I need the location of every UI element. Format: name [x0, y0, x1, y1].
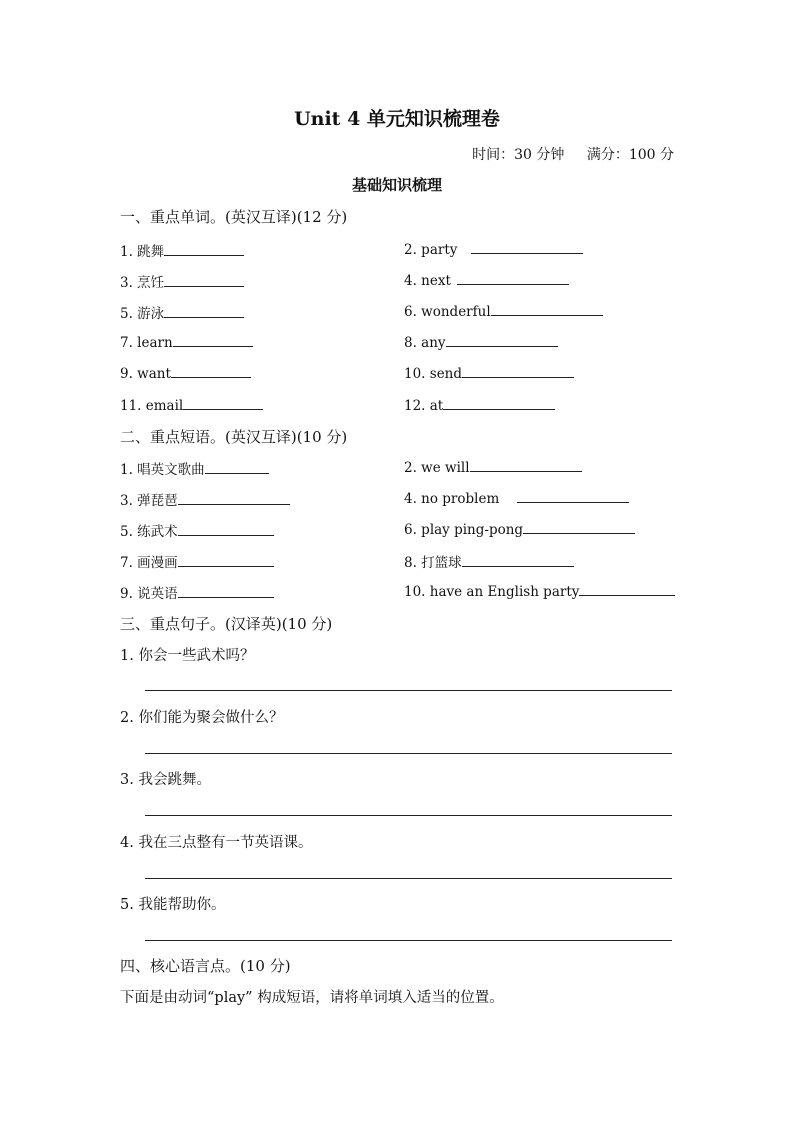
word-item-text: 8. any — [404, 335, 446, 351]
answer-blank[interactable] — [443, 396, 555, 410]
answer-line[interactable] — [145, 878, 672, 879]
answer-blank[interactable] — [491, 302, 603, 316]
answer-blank[interactable] — [183, 396, 263, 410]
answer-blank[interactable] — [579, 582, 675, 596]
answer-blank[interactable] — [171, 364, 251, 378]
answer-blank[interactable] — [523, 520, 635, 534]
exam-meta — [454, 144, 674, 164]
word-item — [120, 271, 244, 291]
word-item — [404, 302, 603, 320]
word-item — [404, 396, 555, 414]
section-4-instruction: 下面是由动词“play” 构成短语，请将单词填入适当的位置。 — [120, 990, 504, 1006]
word-item — [120, 333, 253, 351]
answer-blank[interactable] — [164, 273, 244, 287]
answer-blank[interactable] — [517, 489, 629, 503]
section-4-heading: 四、核心语言点。(10 分) — [120, 957, 291, 975]
word-item-text: 4. next — [404, 273, 451, 289]
word-item-text: 6. wonderful — [404, 304, 491, 320]
section-2-heading: 二、重点短语。(英汉互译)(10 分) — [120, 428, 348, 446]
word-item-text: 1. 跳舞 — [120, 244, 165, 260]
sentence-item: 3. 我会跳舞。 — [120, 772, 211, 788]
answer-line[interactable] — [145, 940, 672, 941]
sentence-item: 5. 我能帮助你。 — [120, 897, 226, 913]
word-item-text: 9. want — [120, 366, 171, 382]
phrase-item-text: 2. we will — [404, 460, 470, 476]
section-3-heading: 三、重点句子。(汉译英)(10 分) — [120, 615, 333, 633]
full-score: 满分：100 分 — [586, 147, 674, 163]
answer-blank[interactable] — [205, 460, 269, 474]
answer-blank[interactable] — [446, 333, 558, 347]
answer-blank[interactable] — [470, 458, 582, 472]
section-1-heading: 一、重点单词。(英汉互译)(12 分) — [120, 208, 348, 226]
word-item-text: 2. party — [404, 242, 458, 258]
phrase-item-text: 10. have an English party — [404, 584, 580, 600]
word-item — [404, 333, 558, 351]
section-group-title: 基础知识梳理 — [351, 176, 442, 194]
word-item — [404, 240, 583, 258]
word-item — [120, 302, 244, 322]
answer-line[interactable] — [145, 690, 672, 691]
answer-blank[interactable] — [178, 491, 290, 505]
answer-blank[interactable] — [462, 364, 574, 378]
phrase-item-text: 1. 唱英文歌曲 — [120, 462, 205, 478]
word-item-text: 5. 游泳 — [120, 306, 165, 322]
answer-blank[interactable] — [178, 553, 274, 567]
word-item — [404, 271, 569, 289]
sentence-item: 4. 我在三点整有一节英语课。 — [120, 835, 313, 851]
phrase-item-text: 3. 弹琵琶 — [120, 493, 178, 509]
word-item — [404, 364, 574, 382]
phrase-item — [120, 551, 274, 571]
answer-blank[interactable] — [164, 242, 244, 256]
phrase-item — [120, 489, 290, 509]
word-item-text: 3. 烹饪 — [120, 275, 165, 291]
sentence-item: 2. 你们能为聚会做什么？ — [120, 710, 284, 726]
word-item-text: 12. at — [404, 398, 444, 414]
answer-blank[interactable] — [164, 304, 244, 318]
phrase-item — [404, 489, 629, 507]
answer-blank[interactable] — [462, 553, 574, 567]
phrase-item-text: 7. 画漫画 — [120, 555, 178, 571]
word-item-text: 10. send — [404, 366, 463, 382]
answer-blank[interactable] — [178, 584, 274, 598]
phrase-item — [404, 551, 574, 571]
phrase-item-text: 6. play ping-pong — [404, 522, 524, 538]
phrase-item — [404, 520, 635, 538]
phrase-item-text: 4. no problem — [404, 491, 500, 507]
word-item-text: 7. learn — [120, 335, 173, 351]
phrase-item-text: 5. 练武术 — [120, 524, 178, 540]
answer-line[interactable] — [145, 815, 672, 816]
answer-blank[interactable] — [178, 522, 274, 536]
answer-blank[interactable] — [457, 271, 569, 285]
word-item-text: 11. email — [120, 398, 184, 414]
phrase-item — [404, 582, 675, 600]
word-item — [120, 396, 263, 414]
answer-line[interactable] — [145, 753, 672, 754]
word-item — [120, 240, 244, 260]
word-item — [120, 364, 251, 382]
phrase-item — [404, 458, 582, 476]
answer-blank[interactable] — [471, 240, 583, 254]
answer-blank[interactable] — [173, 333, 253, 347]
phrase-item-text: 9. 说英语 — [120, 586, 178, 602]
phrase-item — [120, 458, 269, 478]
sentence-item: 1. 你会一些武术吗？ — [120, 648, 255, 664]
time-limit: 时间：30 分钟 — [472, 147, 565, 163]
phrase-item-text: 8. 打篮球 — [404, 555, 462, 571]
phrase-item — [120, 582, 274, 602]
phrase-item — [120, 520, 274, 540]
page-title: Unit 4 单元知识梳理卷 — [294, 108, 500, 130]
